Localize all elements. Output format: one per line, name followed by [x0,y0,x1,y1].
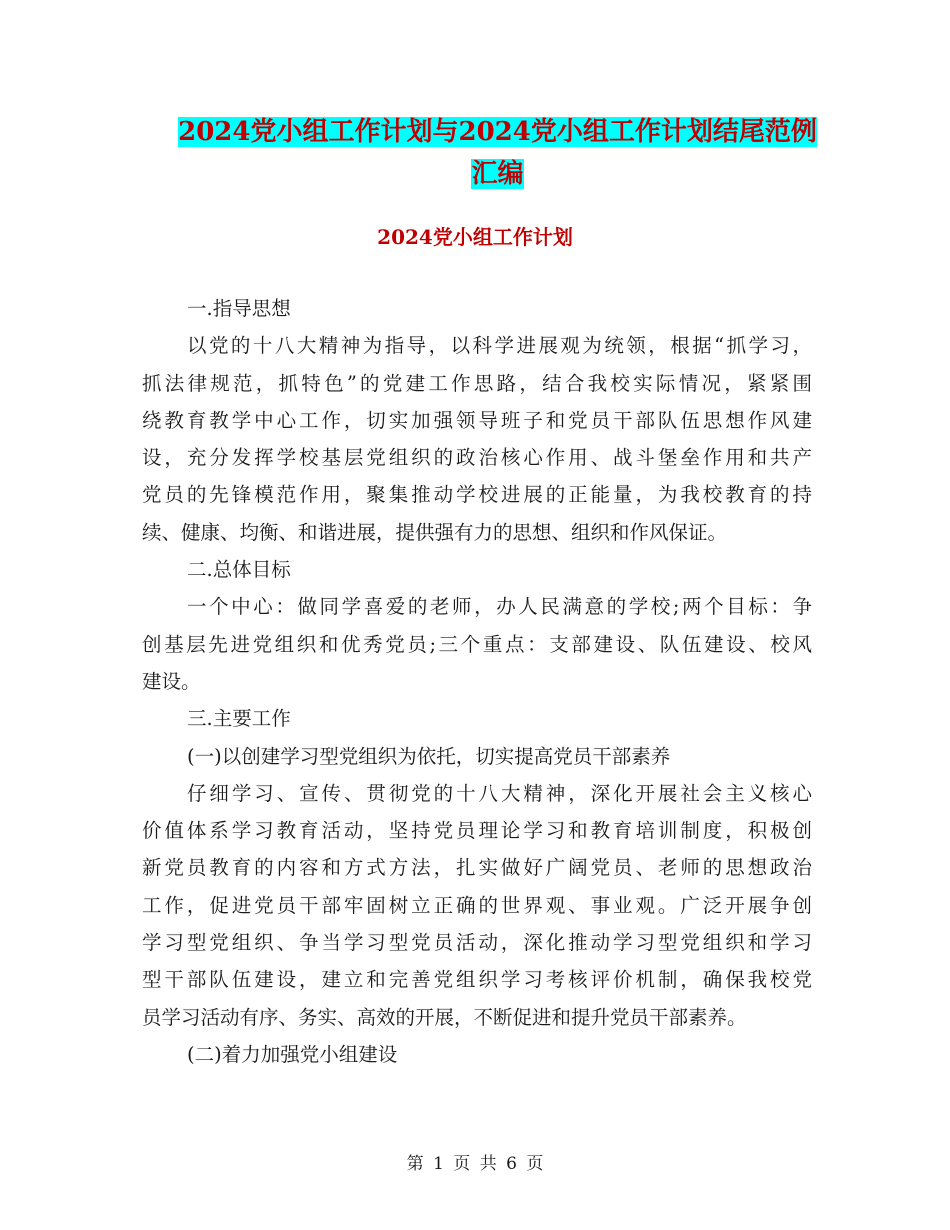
document-title-line-1 [120,110,875,154]
document-title-text-2: 汇编 [471,159,524,189]
paragraph-line: 续、健康、均衡、和谐进展，提供强有力的思想、组织和作风保证。 [142,520,728,544]
paragraph-line: 建设。 [142,669,201,693]
paragraph-line: 党员的先锋模范作用，聚集推动学校进展的正能量，为我校教育的持 [142,483,812,507]
paragraph-line: 仔细学习、宣传、贯彻党的十八大精神，深化开展社会主义核心 [187,781,812,805]
paragraph-line: 价值体系学习教育活动，坚持党员理论学习和教育培训制度，积极创 [142,819,812,843]
paragraph-line: 新党员教育的内容和方式方法，扎实做好广阔党员、老师的思想政治 [142,856,812,880]
paragraph-line: 工作，促进党员干部牢固树立正确的世界观、事业观。广泛开展争创 [142,893,812,917]
section-title: 2024党小组工作计划 [377,225,573,249]
paragraph-line: (二)着力加强党小组建设 [187,1042,398,1066]
document-title-text-1: 2024党小组工作计划与2024党小组工作计划结尾范例 [178,117,817,147]
paragraph-line: (一)以创建学习型党组织为依托，切实提高党员干部素养 [187,744,671,768]
document-title-line-2 [120,152,875,196]
paragraph-line: 抓法律规范，抓特色”的党建工作思路，结合我校实际情况，紧紧围 [142,371,812,395]
paragraph-line: 一.指导思想 [187,297,291,320]
paragraph-line: 设，充分发挥学校基层党组织的政治核心作用、战斗堡垒作用和共产 [142,446,812,470]
paragraph-line: 学习型党组织、争当学习型党员活动，深化推动学习型党组织和学习 [142,931,812,955]
paragraph-line: 创基层先进党组织和优秀党员;三个重点：支部建设、队伍建设、校风 [142,632,812,656]
paragraph-line: 型干部队伍建设，建立和完善党组织学习考核评价机制，确保我校党 [142,968,812,992]
paragraph-line: 员学习活动有序、务实、高效的开展，不断促进和提升党员干部素养。 [142,1005,747,1029]
document-body [142,290,812,1073]
paragraph-line: 绕教育教学中心工作，切实加强领导班子和党员干部队伍思想作风建 [142,408,812,432]
paragraph-line: 以党的十八大精神为指导，以科学进展观为统领，根据“抓学习， [187,334,812,358]
page-footer: 第 1 页 共 6 页 [406,1154,544,1174]
paragraph-line: 二.总体目标 [187,558,291,582]
paragraph-line: 一个中心：做同学喜爱的老师，办人民满意的学校;两个目标：争 [187,595,812,619]
paragraph-line: 三.主要工作 [187,707,291,731]
